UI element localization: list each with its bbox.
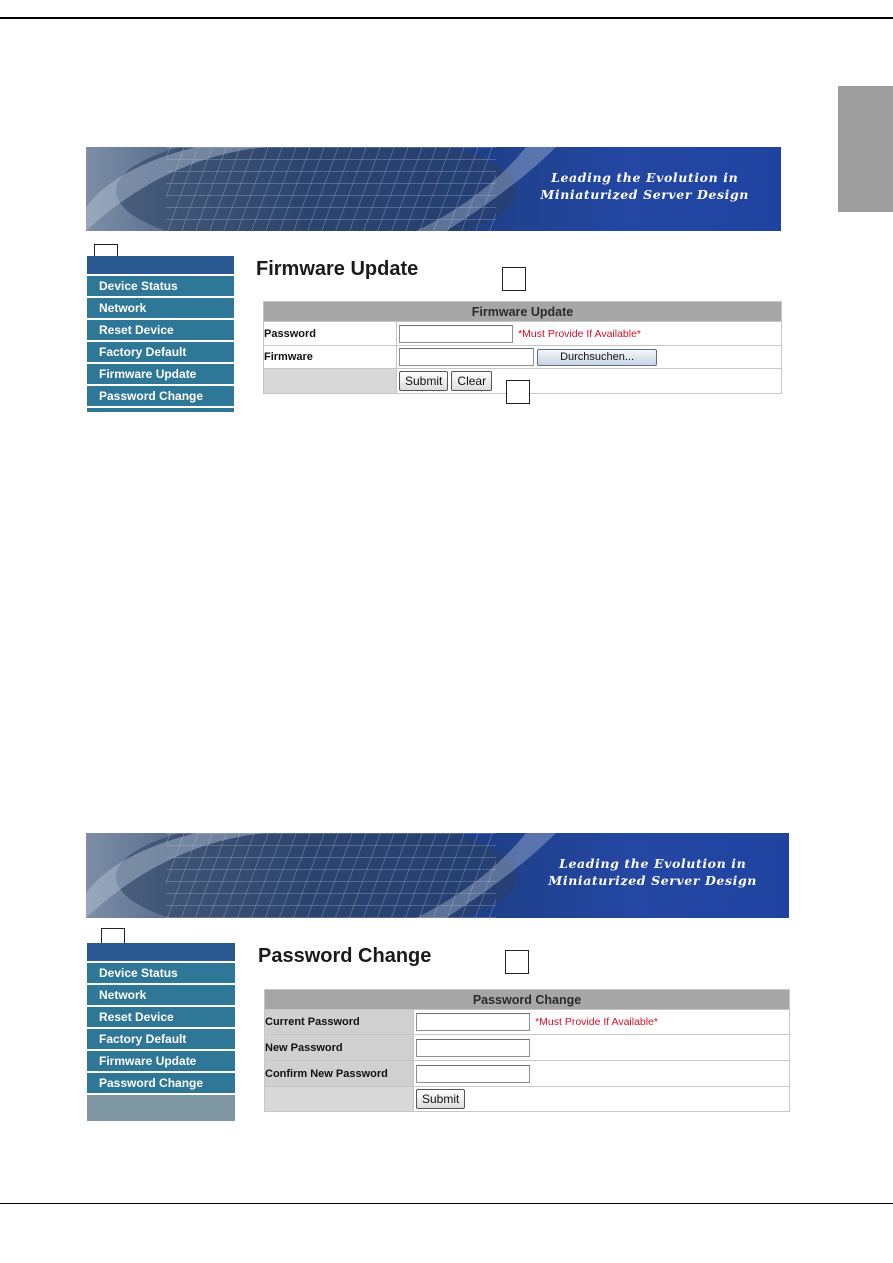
sidebar-item-factory-default[interactable]: Factory Default [87, 342, 234, 362]
page-title: Password Change [258, 945, 432, 967]
clear-button[interactable]: Clear [451, 371, 492, 391]
sidebar-header [87, 256, 234, 274]
sidebar-item-reset-device[interactable]: Reset Device [87, 320, 234, 340]
sidebar-item-device-status[interactable]: Device Status [87, 963, 235, 983]
browse-button[interactable]: Durchsuchen... [537, 349, 657, 366]
password-change-form [264, 989, 790, 1112]
password-label: Password [264, 322, 397, 346]
required-note: *Must Provide If Available* [535, 1016, 659, 1028]
password-input[interactable] [399, 325, 513, 343]
banner [86, 147, 781, 231]
sidebar-footer [87, 408, 234, 412]
current-password-input[interactable] [416, 1013, 530, 1031]
server-image [86, 147, 556, 231]
new-password-input[interactable] [416, 1039, 530, 1057]
sidebar-item-factory-default[interactable]: Factory Default [87, 1029, 235, 1049]
sidebar-item-password-change[interactable]: Password Change [87, 1073, 235, 1093]
empty-cell [265, 1087, 414, 1112]
tagline-line1: Leading the Evolution in [551, 170, 739, 185]
confirm-password-label: Confirm New Password [265, 1061, 414, 1087]
tagline-line2: Miniaturized Server Design [540, 187, 749, 202]
sidebar-item-network[interactable]: Network [87, 985, 235, 1005]
banner [86, 833, 789, 918]
sidebar-menu [87, 943, 235, 1121]
callout-marker [502, 267, 526, 291]
submit-button[interactable]: Submit [416, 1089, 465, 1109]
top-rule [0, 17, 893, 19]
required-note: *Must Provide If Available* [518, 327, 642, 340]
banner-tagline [548, 855, 757, 889]
sidebar-item-password-change[interactable]: Password Change [87, 386, 234, 406]
tagline-line2: Miniaturized Server Design [548, 873, 757, 888]
tagline-line1: Leading the Evolution in [559, 856, 747, 871]
sidebar-item-reset-device[interactable]: Reset Device [87, 1007, 235, 1027]
sidebar-menu [87, 256, 234, 412]
sidebar-item-firmware-update[interactable]: Firmware Update [87, 1051, 235, 1071]
banner-tagline [540, 169, 749, 203]
sidebar-item-device-status[interactable]: Device Status [87, 276, 234, 296]
bottom-rule [0, 1203, 893, 1204]
page-title: Firmware Update [256, 258, 419, 280]
server-image [86, 833, 556, 918]
form-table-header: Firmware Update [264, 302, 782, 322]
new-password-label: New Password [265, 1035, 414, 1061]
callout-marker [505, 950, 529, 974]
page-side-tab [838, 86, 893, 212]
form-table-header: Password Change [265, 990, 790, 1010]
current-password-label: Current Password [265, 1010, 414, 1035]
empty-cell [264, 369, 397, 394]
submit-button[interactable]: Submit [399, 371, 448, 391]
sidebar-footer [87, 1095, 235, 1121]
sidebar-header [87, 943, 235, 961]
callout-marker [506, 380, 530, 404]
firmware-label: Firmware [264, 346, 397, 369]
sidebar-item-network[interactable]: Network [87, 298, 234, 318]
firmware-file-input[interactable] [399, 348, 534, 366]
sidebar-item-firmware-update[interactable]: Firmware Update [87, 364, 234, 384]
confirm-password-input[interactable] [416, 1065, 530, 1083]
